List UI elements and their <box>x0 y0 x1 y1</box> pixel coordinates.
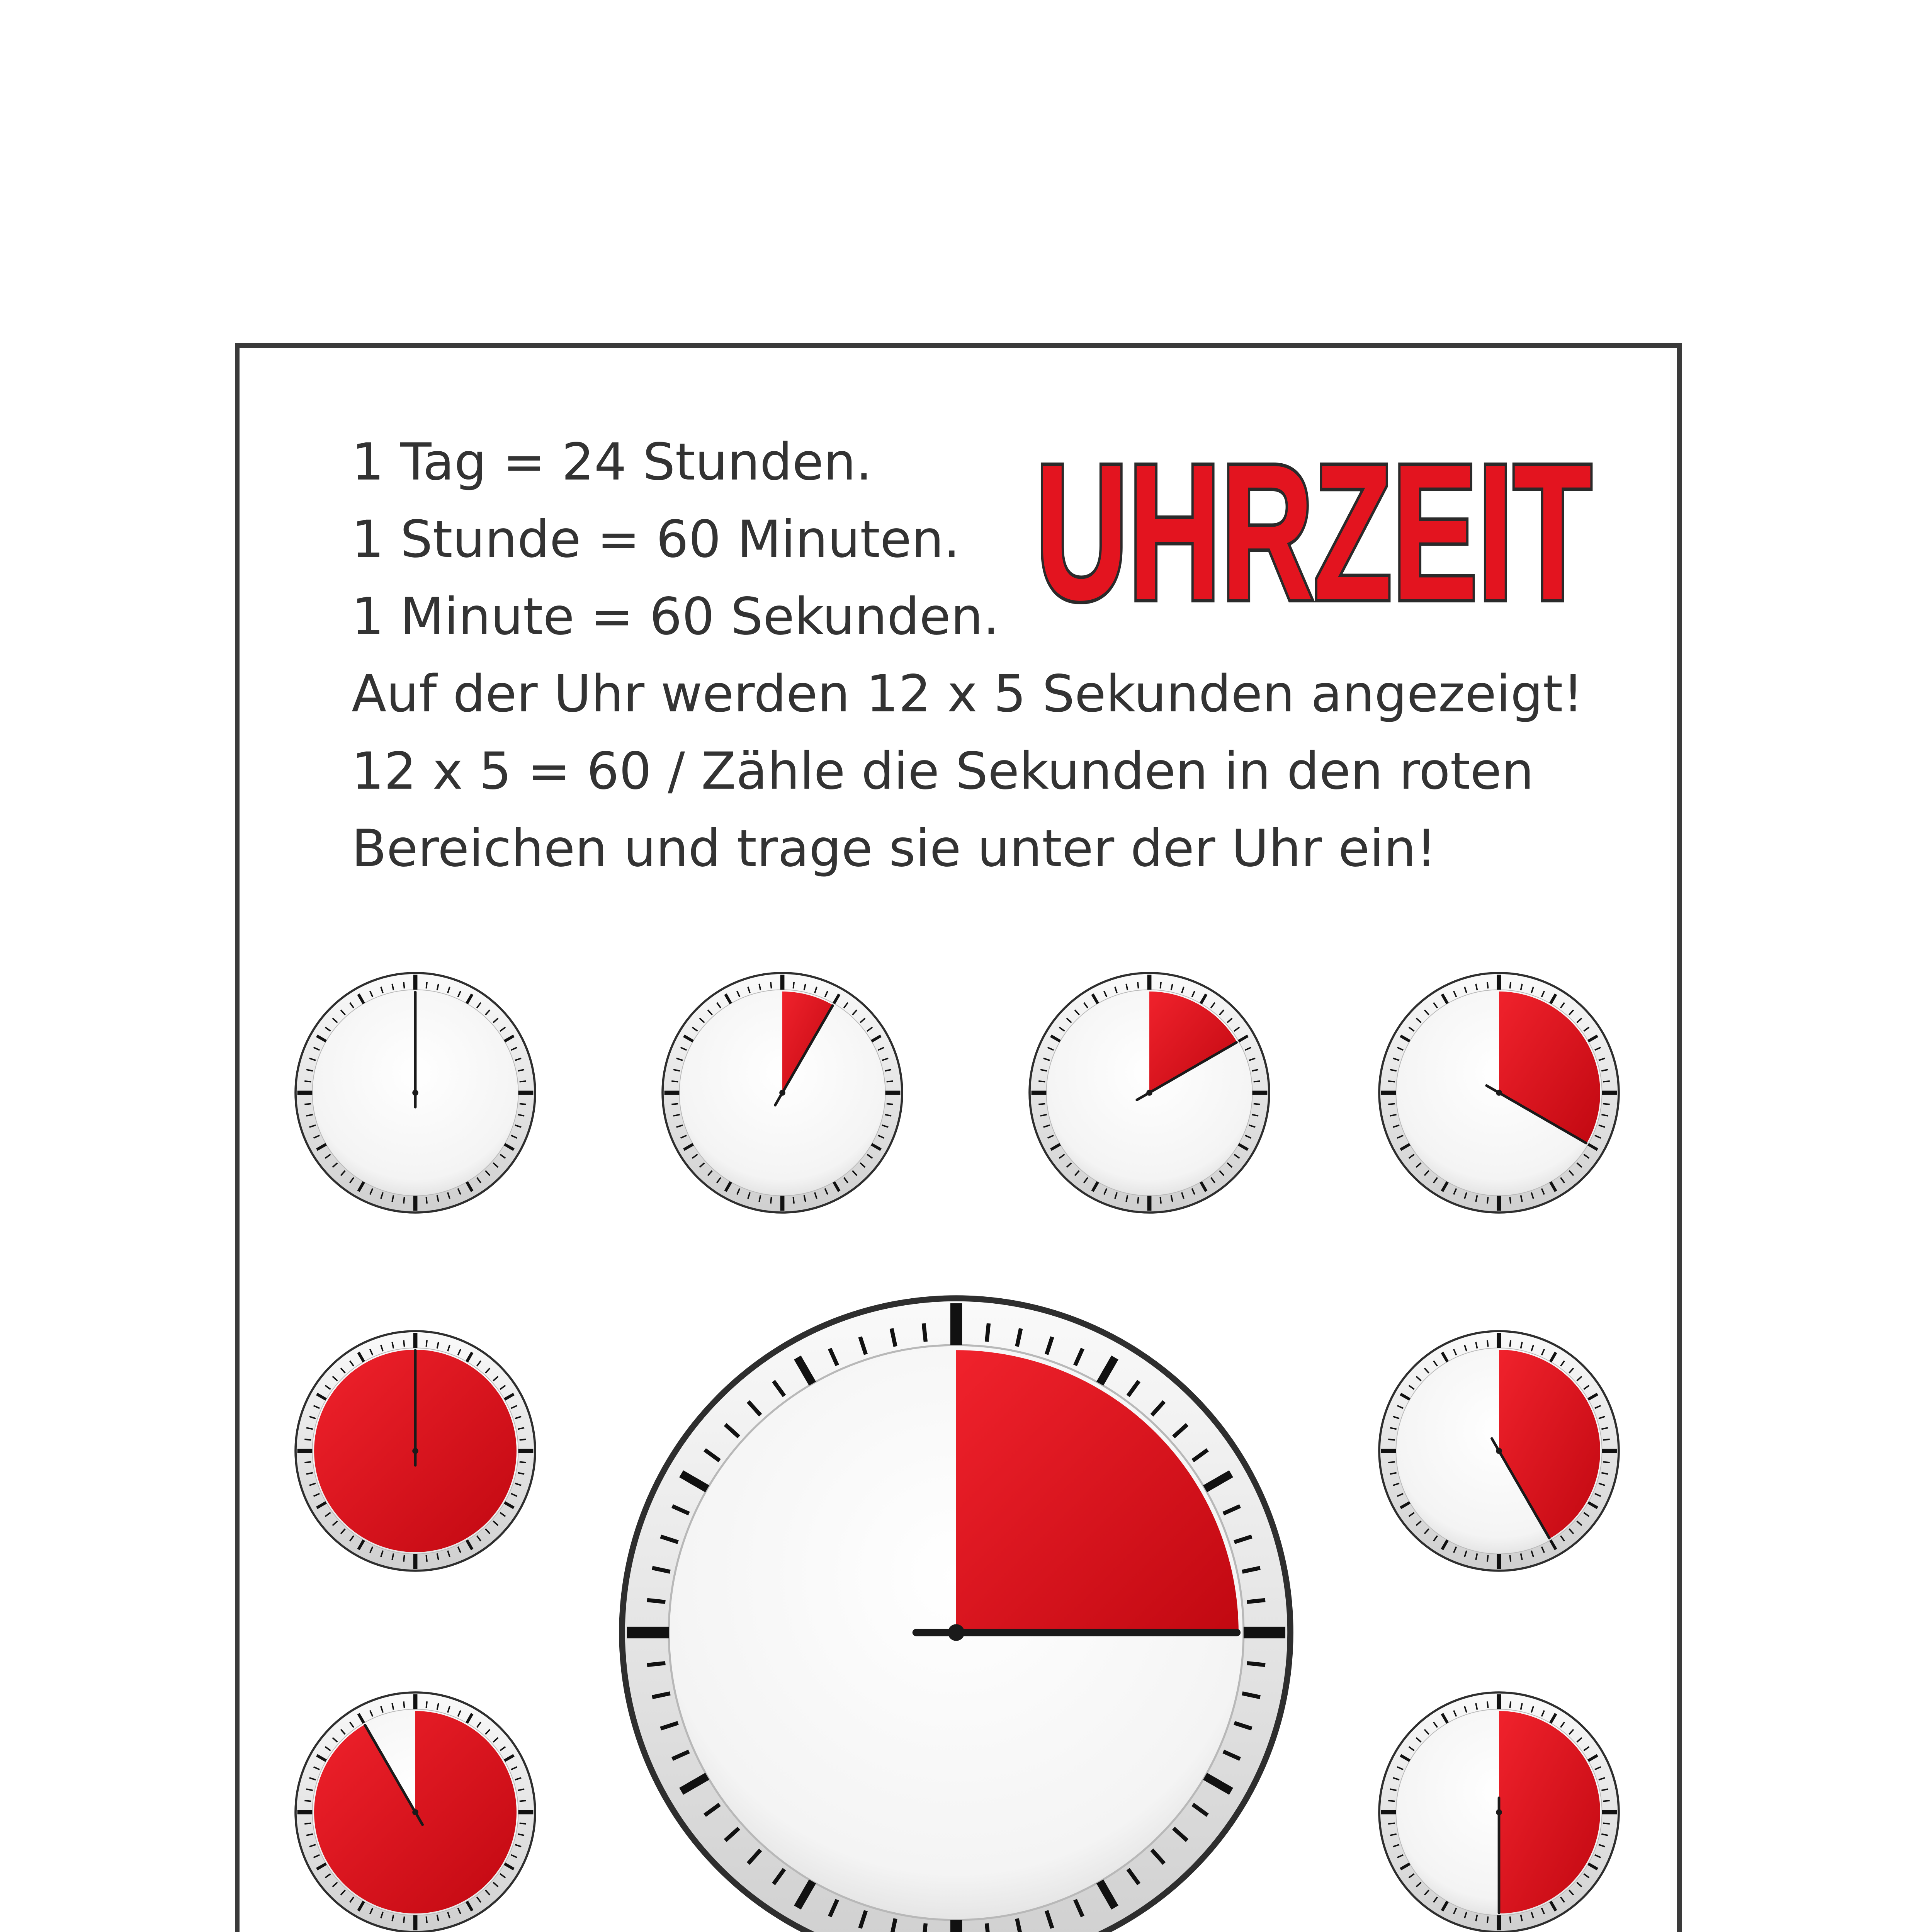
page-title-text: UHRZEIT <box>1035 424 1592 640</box>
clock-6 <box>1379 1331 1619 1571</box>
tick-mark <box>1254 1081 1260 1082</box>
tick-mark <box>647 1600 665 1602</box>
tick-mark <box>887 1081 893 1082</box>
tick-mark <box>1603 1462 1610 1463</box>
tick-mark <box>771 982 772 988</box>
tick-mark <box>793 982 794 988</box>
tick-mark <box>426 1197 427 1204</box>
tick-mark <box>1510 1197 1511 1204</box>
tick-mark <box>1603 1823 1610 1824</box>
tick-mark <box>520 1081 526 1082</box>
clock-2 <box>663 973 902 1213</box>
clock-center <box>1496 1090 1502 1096</box>
clock-8 <box>1379 1692 1619 1932</box>
tick-mark <box>1388 1462 1395 1463</box>
clock-4 <box>1379 973 1619 1213</box>
tick-mark <box>1510 1917 1511 1923</box>
tick-mark <box>520 1462 526 1463</box>
tick-mark <box>426 1917 427 1923</box>
tick-mark <box>520 1439 526 1440</box>
tick-mark <box>1247 1663 1265 1665</box>
intro-line-3: 1 Minute = 60 Sekunden. <box>352 587 999 646</box>
tick-mark <box>1603 1081 1610 1082</box>
tick-mark <box>1138 982 1139 988</box>
tick-mark <box>987 1923 989 1932</box>
tick-mark <box>671 1081 678 1082</box>
tick-mark <box>1603 1439 1610 1440</box>
tick-mark <box>1487 1555 1488 1562</box>
tick-mark <box>1487 1340 1488 1347</box>
tick-mark <box>520 1823 526 1824</box>
intro-line-1: 1 Tag = 24 Stunden. <box>352 432 872 492</box>
intro-line-5: 12 x 5 = 60 / Zähle die Sekunden in den roten <box>352 742 1534 801</box>
tick-mark <box>304 1462 311 1463</box>
tick-mark <box>647 1663 665 1665</box>
intro-line-2: 1 Stunde = 60 Minuten. <box>352 510 960 569</box>
tick-mark <box>1487 1701 1488 1708</box>
tick-mark <box>1510 982 1511 988</box>
intro-line-6: Bereichen und trage sie unter der Uhr ein! <box>352 819 1437 878</box>
clock-center <box>412 1090 418 1096</box>
tick-mark <box>1487 1197 1488 1204</box>
clock-7 <box>296 1692 535 1932</box>
tick-mark <box>304 1823 311 1824</box>
tick-mark <box>1388 1439 1395 1440</box>
clock-center <box>779 1090 785 1096</box>
clock-center <box>1146 1090 1152 1096</box>
clock-center <box>1496 1809 1502 1815</box>
red-sector <box>956 1350 1239 1633</box>
tick-mark <box>1487 1917 1488 1923</box>
tick-mark <box>771 1197 772 1204</box>
clock-3 <box>1030 973 1269 1213</box>
tick-mark <box>924 1923 926 1932</box>
tick-mark <box>426 1555 427 1562</box>
tick-mark <box>1487 982 1488 988</box>
tick-mark <box>1038 1081 1045 1082</box>
tick-mark <box>1388 1081 1395 1082</box>
clock-center <box>412 1448 418 1454</box>
tick-mark <box>1138 1197 1139 1204</box>
tick-mark <box>1160 982 1161 988</box>
tick-mark <box>1510 1340 1511 1347</box>
tick-mark <box>1510 1701 1511 1708</box>
clock-center <box>412 1809 418 1815</box>
tick-mark <box>987 1323 989 1342</box>
tick-mark <box>1247 1600 1265 1602</box>
tick-mark <box>426 982 427 988</box>
clock-5 <box>296 1331 535 1571</box>
clock-big <box>622 1298 1290 1932</box>
tick-mark <box>1388 1823 1395 1824</box>
tick-mark <box>1510 1555 1511 1562</box>
tick-mark <box>426 1340 427 1347</box>
tick-mark <box>793 1197 794 1204</box>
tick-mark <box>304 1081 311 1082</box>
tick-mark <box>304 1439 311 1440</box>
tick-mark <box>426 1701 427 1708</box>
clock-center <box>1496 1448 1502 1454</box>
tick-mark <box>1160 1197 1161 1204</box>
intro-line-4: Auf der Uhr werden 12 x 5 Sekunden angezeigt! <box>352 664 1584 724</box>
clock-1 <box>296 973 535 1213</box>
tick-mark <box>924 1323 926 1342</box>
clock-center <box>948 1624 964 1641</box>
